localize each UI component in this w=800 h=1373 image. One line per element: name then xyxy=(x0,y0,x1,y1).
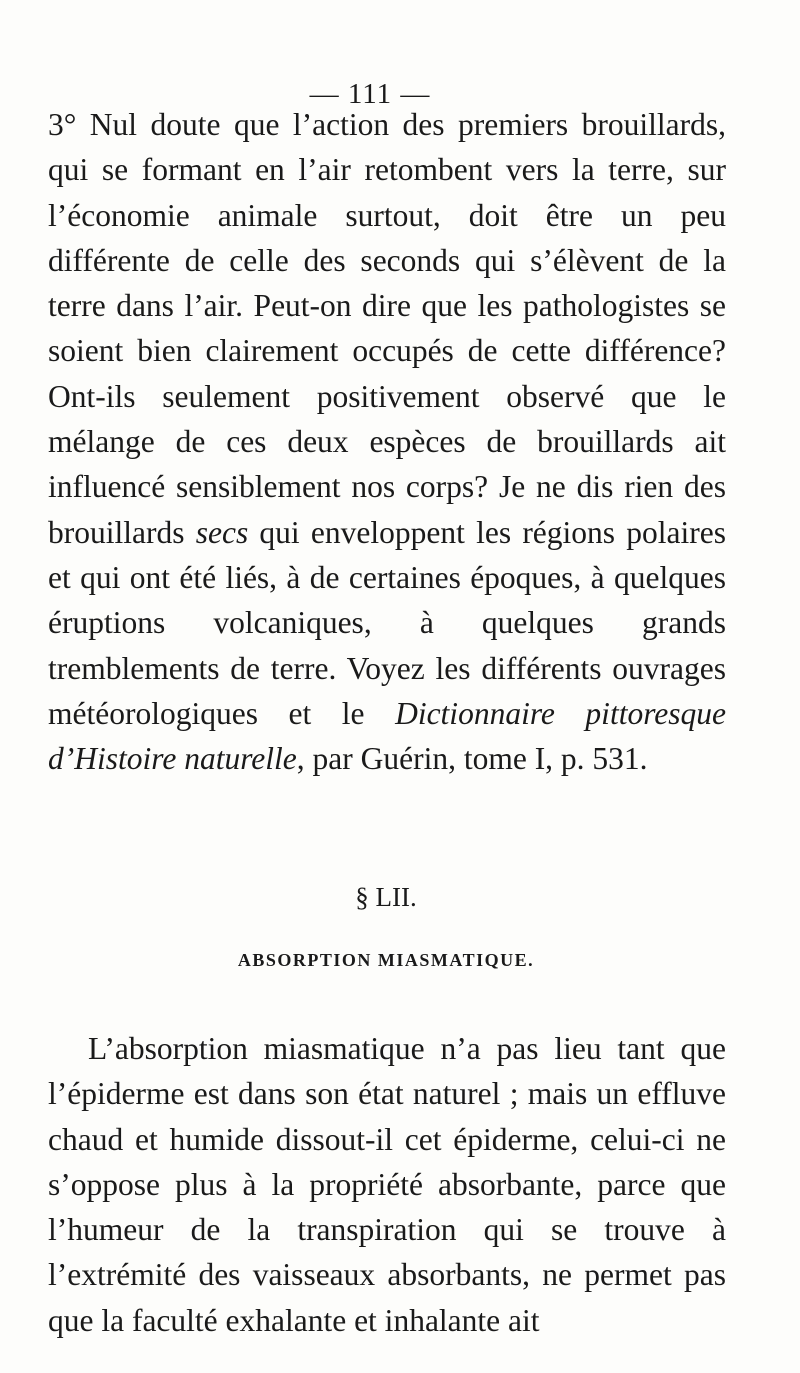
page-number: — 111 — xyxy=(309,78,431,110)
section-title: ABSORPTION MIASMATIQUE. xyxy=(237,950,535,970)
italic-term-secs: secs xyxy=(195,514,249,550)
paragraph-fogs xyxy=(48,102,726,781)
paragraph-text: , par Guérin, tome I, p. 531. xyxy=(296,741,648,777)
book-title-reference: Dictionnaire pittoresque d’Histoire naturelle xyxy=(48,695,727,777)
paragraph-text: qui enveloppent les régions polaires et qui ont été liés, à de certaines époques, à quelques éruptions volcaniques, à quelques grands tremblements de terre. Voyez les différents ouvrages météorologiques et le xyxy=(48,514,726,731)
paragraph-text: 3° Nul doute que l’action des premiers brouillards, qui se formant en l’air retombent vers la terre, sur l’économie animale surtout, doit être un peu différente de celle des seconds qui s’élèvent de la terre dans l’air. Peut-on dire que les pathologistes se soient bien clairement occupés de cette différence? Ont-ils seulement positivement observé que le mélange de ces deux espèces de brouillards ait influencé sensiblement nos corps? Je ne dis rien des brouillards xyxy=(48,107,726,550)
section-number: § LII. xyxy=(355,882,417,912)
paragraph-absorption: L’absorption miasmatique n’a pas lieu tant que l’épiderme est dans son état naturel ; mais un effluve chaud et humide dissout-il cet épiderme, celui-ci ne s’oppose plus à la propriété absorbante, parce que l’humeur de la transpiration qui se trouve à l’extrémité des vaisseaux absorbants, ne permet pas que la faculté exhalante et inhalante ait xyxy=(48,1031,726,1338)
